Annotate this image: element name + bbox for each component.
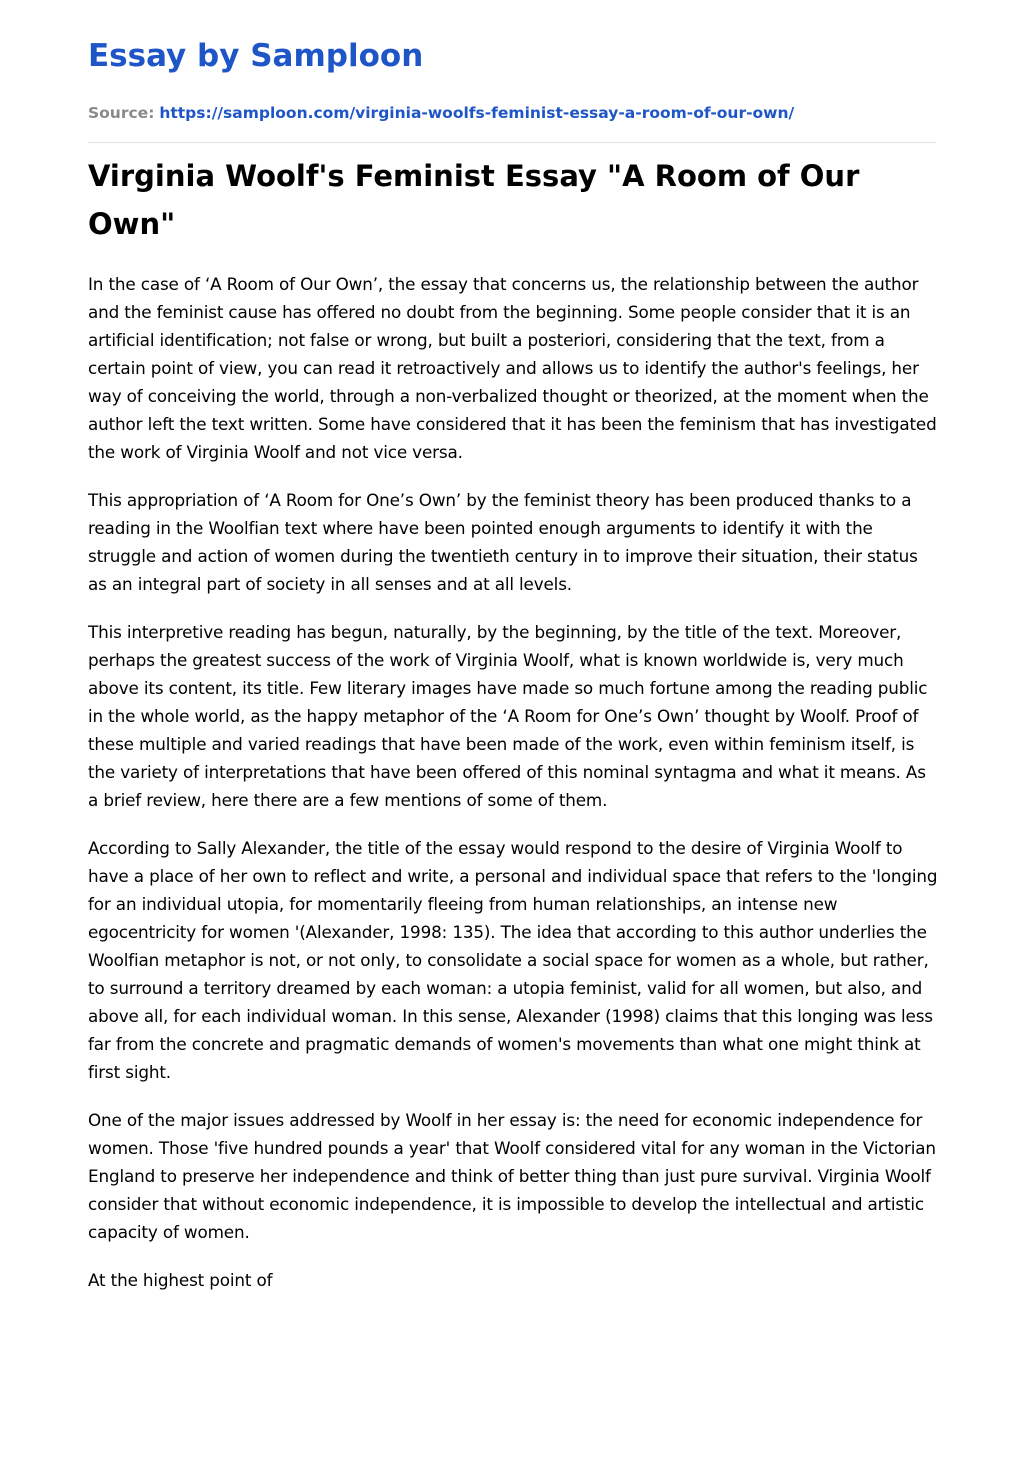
essay-paragraph-truncated: At the highest point of <box>88 1270 273 1290</box>
essay-title: Virginia Woolf's Feminist Essay "A Room of Our Own" <box>88 159 860 241</box>
essay-paragraph: One of the major issues addressed by Woolf in her essay is: the need for economic independence for women. Those 'five hundred pounds a year' that Woolf considered vital for any woman in the Victorian England to preserve her independence and think of better thing than just pure survival. Virginia Woolf consider that without economic independence, it is impossible to develop the intellectual and artistic capacity of women. <box>88 1110 936 1242</box>
source-label: Source: <box>88 104 155 122</box>
header-divider <box>88 142 936 143</box>
essay-body <box>88 270 940 1314</box>
essay-paragraph: This appropriation of ‘A Room for One’s Own’ by the feminist theory has been produced thanks to a reading in the Woolfian text where have been pointed enough arguments to identify it with the struggle and action of women during the twentieth century in to improve their situation, their status as an integral part of society in all senses and at all levels. <box>88 490 918 594</box>
essay-paragraph: According to Sally Alexander, the title of the essay would respond to the desire of Virginia Woolf to have a place of her own to reflect and write, a personal and individual space that refers to the 'longing for an individual utopia, for momentarily fleeing from human relationships, an intense new egocentricity for women '(Alexander, 1998: 135). The idea that according to this author underlies the Woolfian metaphor is not, or not only, to consolidate a social space for women as a whole, but rather, to surround a territory dreamed by each woman: a utopia feminist, valid for all women, but also, and above all, for each individual woman. In this sense, Alexander (1998) claims that this longing was less far from the concrete and pragmatic demands of women's movements than what one might think at first sight. <box>88 838 938 1082</box>
site-brand[interactable]: Essay by Samploon <box>88 38 424 74</box>
essay-paragraph: This interpretive reading has begun, naturally, by the beginning, by the title of the text. Moreover, perhaps the greatest success of the work of Virginia Woolf, what is known worldwide is, very much above its content, its title. Few literary images have made so much fortune among the reading public in the whole world, as the happy metaphor of the ‘A Room for One’s Own’ thought by Woolf. Proof of these multiple and varied readings that have been made of the work, even within feminism itself, is the variety of interpretations that have been offered of this nominal syntagma and what it means. As a brief review, here there are a few mentions of some of them. <box>88 622 928 810</box>
source-link[interactable]: https://samploon.com/virginia-woolfs-feminist-essay-a-room-of-our-own/ <box>159 104 795 122</box>
essay-paragraph: In the case of ‘A Room of Our Own’, the essay that concerns us, the relationship between the author and the feminist cause has offered no doubt from the beginning. Some people consider that it is an artificial identification; not false or wrong, but built a posteriori, considering that the text, from a certain point of view, you can read it retroactively and allows us to identify the author's feelings, her way of conceiving the world, through a non-verbalized thought or theorized, at the moment when the author left the text written. Some have considered that it has been the feminism that has investigated the work of Virginia Woolf and not vice versa. <box>88 274 937 462</box>
source-line <box>88 101 794 125</box>
